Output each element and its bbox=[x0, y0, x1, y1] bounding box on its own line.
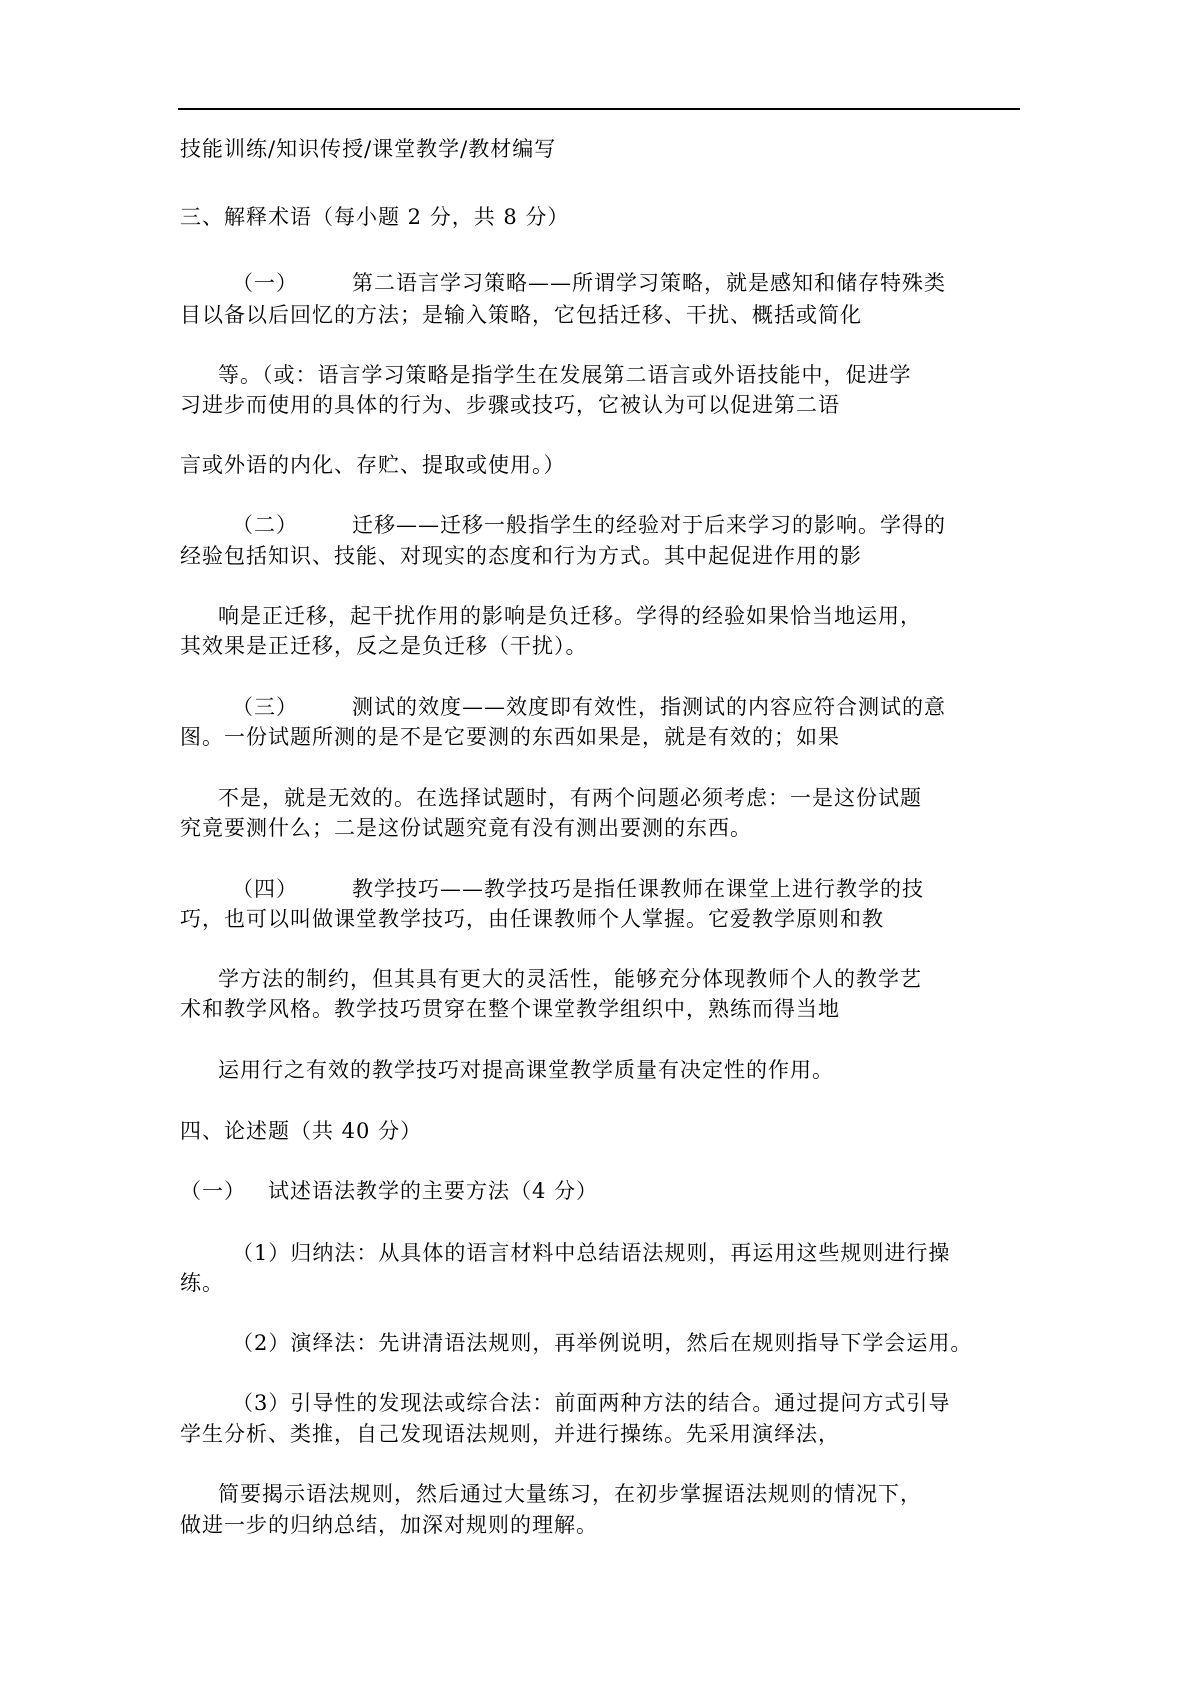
text-line: 巧，也可以叫做课堂教学技巧，由任课教师个人掌握。它爱教学原则和教 bbox=[180, 907, 884, 931]
question-title: 试述语法教学的主要方法（4 分） bbox=[268, 1179, 599, 1203]
term-heading bbox=[232, 694, 946, 720]
text-line: （2）演绎法：先讲清语法规则，再举例说明，然后在规则指导下学会运用。 bbox=[232, 1331, 973, 1355]
term-number: （二） bbox=[232, 513, 298, 537]
term-number: （三） bbox=[232, 695, 298, 719]
term-text: 教学技巧——教学技巧是指任课教师在课堂上进行教学的技 bbox=[352, 877, 924, 901]
text-line: 学方法的制约，但其具有更大的灵活性，能够充分体现教师个人的教学艺 bbox=[218, 967, 922, 991]
text-line: 练。 bbox=[180, 1271, 224, 1295]
text-line: 响是正迁移，起干扰作用的影响是负迁移。学得的经验如果恰当地运用， bbox=[218, 604, 922, 628]
text-line: 究竟要测什么；二是这份试题究竟有没有测出要测的东西。 bbox=[180, 816, 752, 840]
text-line: 言或外语的内化、存贮、提取或使用。） bbox=[180, 453, 566, 477]
text-line: 图。一份试题所测的是不是它要测的东西如果是，就是有效的；如果 bbox=[180, 725, 840, 749]
text-line: （3）引导性的发现法或综合法：前面两种方法的结合。通过提问方式引导 bbox=[232, 1391, 951, 1415]
term-heading bbox=[232, 876, 924, 902]
question-number: （一） bbox=[180, 1179, 246, 1203]
text-line: 技能训练/知识传授/课堂教学/教材编写 bbox=[180, 137, 557, 161]
text-line: 习进步而使用的具体的行为、步骤或技巧，它被认为可以促进第二语 bbox=[180, 393, 840, 417]
term-text: 迁移——迁移一般指学生的经验对于后来学习的影响。学得的 bbox=[352, 513, 946, 537]
term-text: 第二语言学习策略——所谓学习策略，就是感知和储存特殊类 bbox=[352, 271, 946, 295]
section-heading: 三、解释术语（每小题 2 分，共 8 分） bbox=[180, 205, 570, 229]
term-heading bbox=[232, 512, 946, 538]
text-line: 简要揭示语法规则，然后通过大量练习，在初步掌握语法规则的情况下， bbox=[218, 1482, 922, 1506]
text-line: 不是，就是无效的。在选择试题时，有两个问题必须考虑：一是这份试题 bbox=[218, 786, 922, 810]
term-number: （一） bbox=[232, 271, 298, 295]
section-heading: 四、论述题（共 40 分） bbox=[180, 1119, 423, 1143]
text-line: 经验包括知识、技能、对现实的态度和行为方式。其中起促进作用的影 bbox=[180, 544, 862, 568]
text-line: 其效果是正迁移，反之是负迁移（干扰）。 bbox=[180, 634, 588, 658]
text-line: 运用行之有效的教学技巧对提高课堂教学质量有决定性的作用。 bbox=[218, 1058, 834, 1082]
text-line: 目以备以后回忆的方法；是输入策略，它包括迁移、干扰、概括或简化 bbox=[180, 303, 862, 327]
text-line: 术和教学风格。教学技巧贯穿在整个课堂教学组织中，熟练而得当地 bbox=[180, 997, 840, 1021]
header-rule bbox=[178, 108, 1020, 110]
term-number: （四） bbox=[232, 877, 298, 901]
text-line: 等。（或：语言学习策略是指学生在发展第二语言或外语技能中，促进学 bbox=[218, 363, 912, 387]
question-heading bbox=[180, 1178, 598, 1204]
text-line: 学生分析、类推，自己发现语法规则，并进行操练。先采用演绎法， bbox=[180, 1422, 840, 1446]
term-text: 测试的效度——效度即有效性，指测试的内容应符合测试的意 bbox=[352, 695, 946, 719]
text-line: 做进一步的归纳总结，加深对规则的理解。 bbox=[180, 1513, 598, 1537]
term-heading bbox=[232, 270, 946, 296]
text-line: （1）归纳法：从具体的语言材料中总结语法规则，再运用这些规则进行操 bbox=[232, 1241, 951, 1265]
